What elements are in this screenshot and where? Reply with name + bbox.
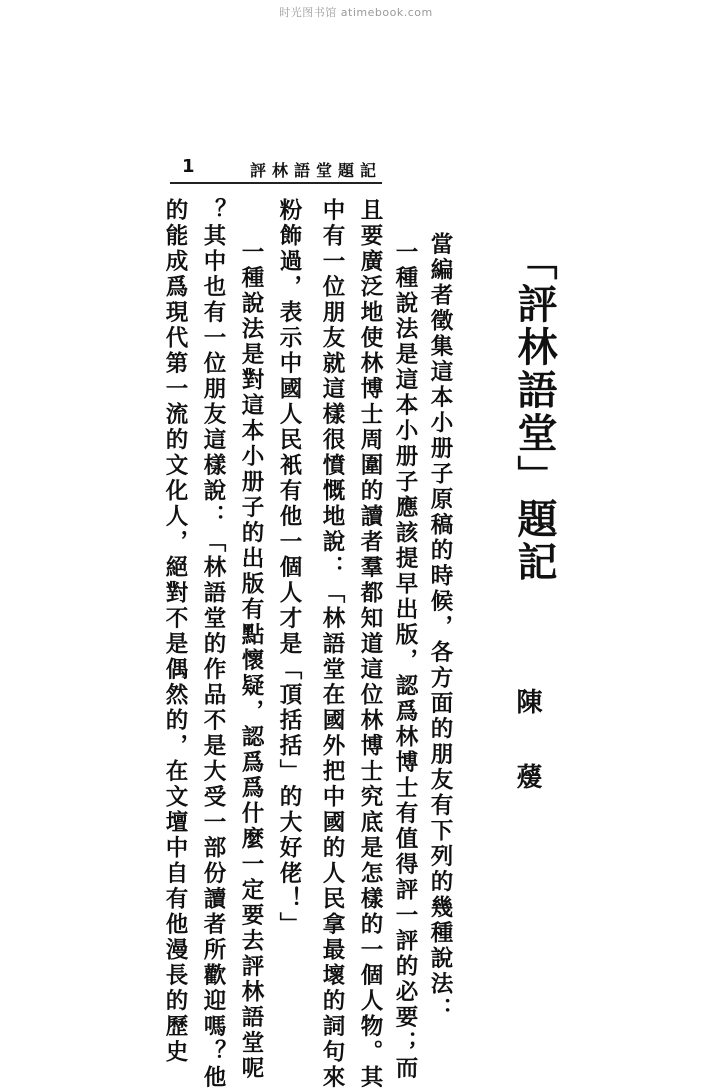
page-number: 1 (182, 156, 195, 177)
running-header (170, 158, 382, 184)
page-title: 「評林語堂」題記 (511, 240, 558, 584)
text-column-8: 的能成爲現代第一流的文化人，絕對不是偶然的，在文壇中自有他漫長的歷史 (162, 198, 188, 1065)
text-column-7: ？其中也有一位朋友這樣說：「林語堂的作品不是大受一部份讀者所歡迎嗎？他 (200, 198, 226, 1091)
watermark: 时光图书馆 atimebook.com (279, 6, 433, 19)
text-column-2: 一種說法是這本小册子應該提早出版，認爲林博士有值得評一評的必要；而 (392, 240, 418, 1082)
text-column-6: 一種說法是對這本小册子的出版有點懷疑，認爲爲什麼一定要去評林語堂呢 (238, 240, 264, 1082)
text-column-3: 且要廣泛地使林博士周圍的讀者羣都知道這位林博士究底是怎樣的一個人物。其 (357, 198, 383, 1091)
running-title: 評林語堂題記 (249, 161, 382, 180)
text-column-1: 當編者徵集這本小册子原稿的時候，各方面的朋友有下列的幾種說法： (427, 232, 453, 1023)
author-name: 陳 蕿 (512, 688, 542, 810)
text-column-5: 粉飾過，表示中國人民衹有他一個人才是「頂括括」的大好佬！」 (276, 198, 302, 938)
text-column-4: 中有一位朋友就這樣很憤慨地說：「林語堂在國外把中國的人民拿最壞的詞句來 (319, 198, 345, 1091)
